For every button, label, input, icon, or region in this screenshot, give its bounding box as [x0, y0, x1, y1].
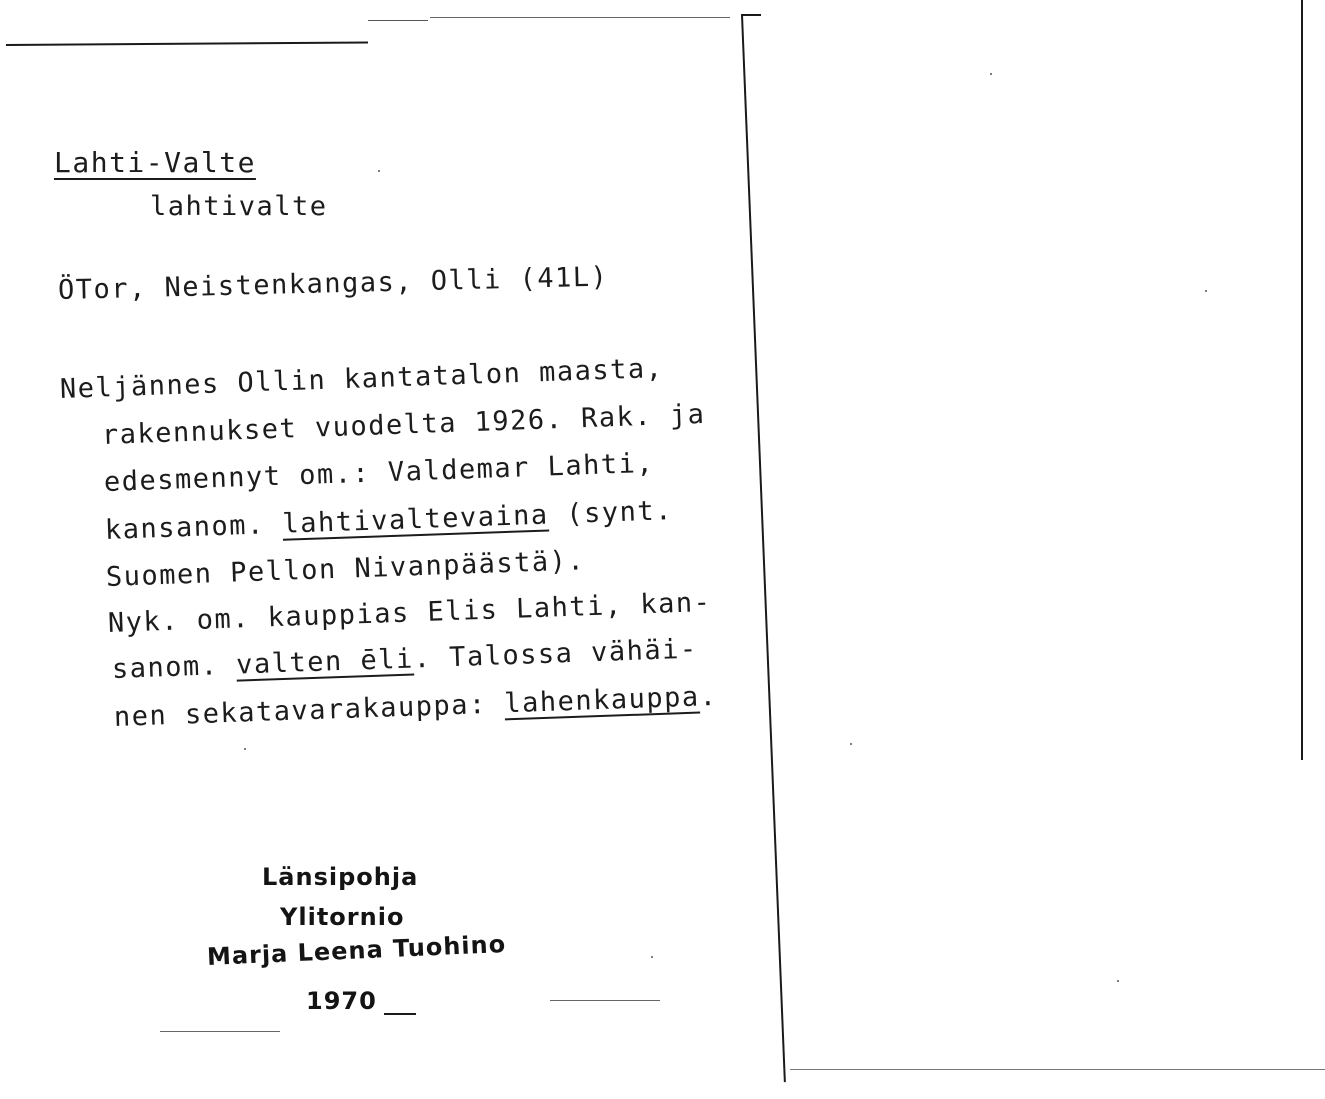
scan-speck — [1205, 290, 1207, 292]
dialect-term-lahtivaltevaina: lahtivaltevaina — [281, 499, 550, 540]
location-line: ÖTor, Neistenkangas, Olli (41L) — [57, 261, 609, 306]
divider-tick — [741, 14, 761, 16]
body-line-7 — [111, 634, 698, 685]
stamp-year: 1970 — [306, 987, 377, 1015]
body-line-7-pre: sanom. — [111, 649, 237, 685]
top-rule-left — [6, 41, 368, 46]
scan-speck — [378, 170, 380, 172]
body-line-4 — [104, 495, 673, 546]
dialect-term-lahenkauppa: lahenkauppa — [503, 681, 701, 720]
bottom-rule — [790, 1069, 1325, 1070]
stamp-region: Länsipohja — [262, 863, 419, 891]
body-line-4-post: (synt. — [548, 495, 674, 531]
stamp-collector: Marja Leena Tuohino — [206, 929, 507, 971]
body-line-2: rakennukset vuodelta 1926. Rak. ja — [101, 398, 706, 451]
body-line-4-pre: kansanom. — [104, 508, 283, 546]
scan-speck — [651, 956, 653, 958]
headword: Lahti-Valte — [54, 146, 256, 179]
bottom-dash-right — [550, 1000, 660, 1001]
scan-speck — [850, 743, 852, 745]
body-line-8 — [113, 681, 717, 733]
body-line-8-pre: nen sekatavarakauppa: — [113, 688, 505, 733]
dialect-form: lahtivalte — [150, 191, 328, 222]
top-rule-right — [430, 17, 730, 18]
scan-speck — [1117, 980, 1119, 982]
bottom-dash-left — [160, 1031, 280, 1032]
stamp-dash — [384, 1013, 416, 1015]
body-line-7-post: . Talossa vähäi- — [413, 633, 699, 675]
dialect-term-valten-eli: valten ēli — [235, 643, 415, 681]
scan-speck — [244, 748, 246, 750]
stamp-parish: Ylitornio — [280, 903, 405, 931]
body-line-3: edesmennyt om.: Valdemar Lahti, — [103, 447, 655, 498]
card-divider-line — [741, 15, 786, 1082]
top-rule-mid — [368, 20, 428, 21]
right-edge-line — [1301, 0, 1303, 760]
scan-speck — [990, 73, 992, 75]
body-line-6: Nyk. om. kauppias Elis Lahti, kan- — [107, 586, 712, 639]
body-line-5: Suomen Pellon Nivanpäästä). — [105, 545, 586, 593]
body-line-8-post: . — [699, 680, 718, 713]
body-line-1: Neljännes Ollin kantatalon maasta, — [59, 352, 664, 405]
